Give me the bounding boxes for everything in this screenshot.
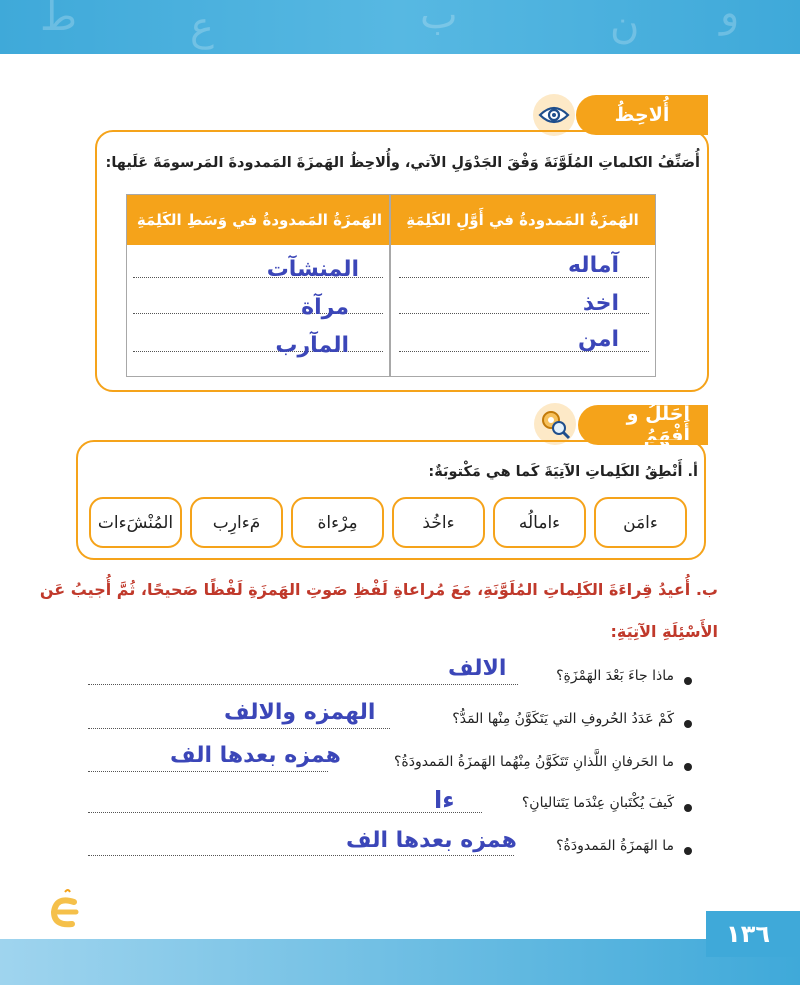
bullet-icon	[684, 847, 692, 855]
classification-table	[126, 194, 656, 377]
question-1: ماذا جاءَ بَعْدَ الهَمْزَةِ؟	[556, 668, 674, 684]
decor-glyph-icon: ط	[40, 0, 77, 40]
question-5: ما الهَمزَةُ المَمدودَةُ؟	[556, 838, 674, 854]
word-pill-3: ءاخُذ	[392, 497, 485, 548]
question-4: كَيفَ يُكْتَبانِ عِنْدَما يَتَتاليانِ؟	[521, 795, 674, 811]
word-pill-2: ءامالُه	[493, 497, 586, 548]
section1-title	[576, 95, 708, 135]
page-number: ١٣٦	[726, 920, 770, 948]
section1-instruction: أُصَنِّفُ الكلماتِ المُلَوَّنَةَ وَفْقَ الجَدْوَلِ الآتي، وأُلاحِظُ الهَمزَةَ المَمدودةَ المَرسومَةَ عَلَيها:	[105, 155, 700, 171]
answer-initial-1: آماله	[567, 253, 619, 278]
table-column-middle	[127, 195, 392, 376]
answer-line	[88, 728, 390, 729]
answer-line	[88, 771, 328, 772]
header-band	[0, 0, 800, 58]
gear-magnifier-icon	[534, 403, 576, 445]
decor-glyph-icon: ب	[420, 0, 458, 38]
answer-line	[88, 855, 514, 856]
word-pill-6: المُنْشَءات	[89, 497, 182, 548]
part-b-instruction-line2: الأَسْئِلَةِ الآتِيَةِ:	[610, 622, 718, 641]
footer-band	[0, 939, 800, 985]
answer-line	[88, 684, 518, 685]
bullet-icon	[684, 720, 692, 728]
bullet-icon	[684, 804, 692, 812]
answer-q3: همزه بعدها الف	[170, 743, 341, 768]
part-b-instruction-line1: ب. أُعيدُ قِراءَةَ الكَلِماتِ المُلَوَّنَةِ، مَعَ مُراعاةِ لَفْظِ صَوتِ الهَمزَةِ لَفْظًا صَحيحًا، ثُمَّ أُجيبُ عَن	[39, 580, 718, 599]
table-divider	[389, 195, 391, 376]
publisher-logo-icon	[46, 888, 84, 930]
answer-middle-2: مرآة	[301, 295, 349, 320]
answer-q1: الالف	[448, 656, 507, 681]
table-header-initial: الهَمزَةُ المَمدودةُ في أَوَّلِ الكَلِمَةِ	[390, 195, 655, 245]
bullet-icon	[684, 677, 692, 685]
part-a-instruction: أ. أَنْطِقُ الكَلِماتِ الآتِيَةَ كَما هي مَكْتوبَةٌ:	[428, 464, 698, 480]
decor-glyph-icon: و	[720, 0, 740, 36]
answer-middle-3: المآرب	[275, 333, 349, 358]
answer-q4: ءا	[434, 786, 455, 814]
answer-middle-1: المنشآت	[266, 257, 359, 282]
decor-glyph-icon: ن	[610, 2, 640, 48]
word-pill-4: مِرْءاة	[291, 497, 384, 548]
decor-glyph-icon: ع	[190, 4, 214, 50]
answer-line	[88, 812, 482, 813]
section2-title-text: أُحَلِّلُ و أَفْهَمُ	[626, 403, 690, 447]
answer-initial-2: اخذ	[582, 291, 619, 316]
answer-q2: الهمزه والالف	[224, 700, 376, 725]
word-pill-1: ءامَن	[594, 497, 687, 548]
question-3: ما الحَرفانِ اللَّذانِ تَتَكَوَّنُ مِنْهُما الهَمزَةُ المَمدودَةُ؟	[393, 754, 674, 770]
table-header-middle: الهَمزَةُ المَمدودةُ في وَسَطِ الكَلِمَةِ	[127, 195, 392, 245]
section1-title-text: أُلاحِظُ	[614, 104, 670, 126]
answer-initial-3: امن	[578, 327, 619, 352]
answer-q5: همزه بعدها الف	[346, 828, 517, 853]
bullet-icon	[684, 763, 692, 771]
section2-title	[578, 405, 708, 445]
question-2: كَمْ عَدَدُ الحُروفِ التي يَتَكَوَّنُ مِنْها المَدُّ؟	[452, 711, 674, 727]
word-pill-5: مَءارِب	[190, 497, 283, 548]
